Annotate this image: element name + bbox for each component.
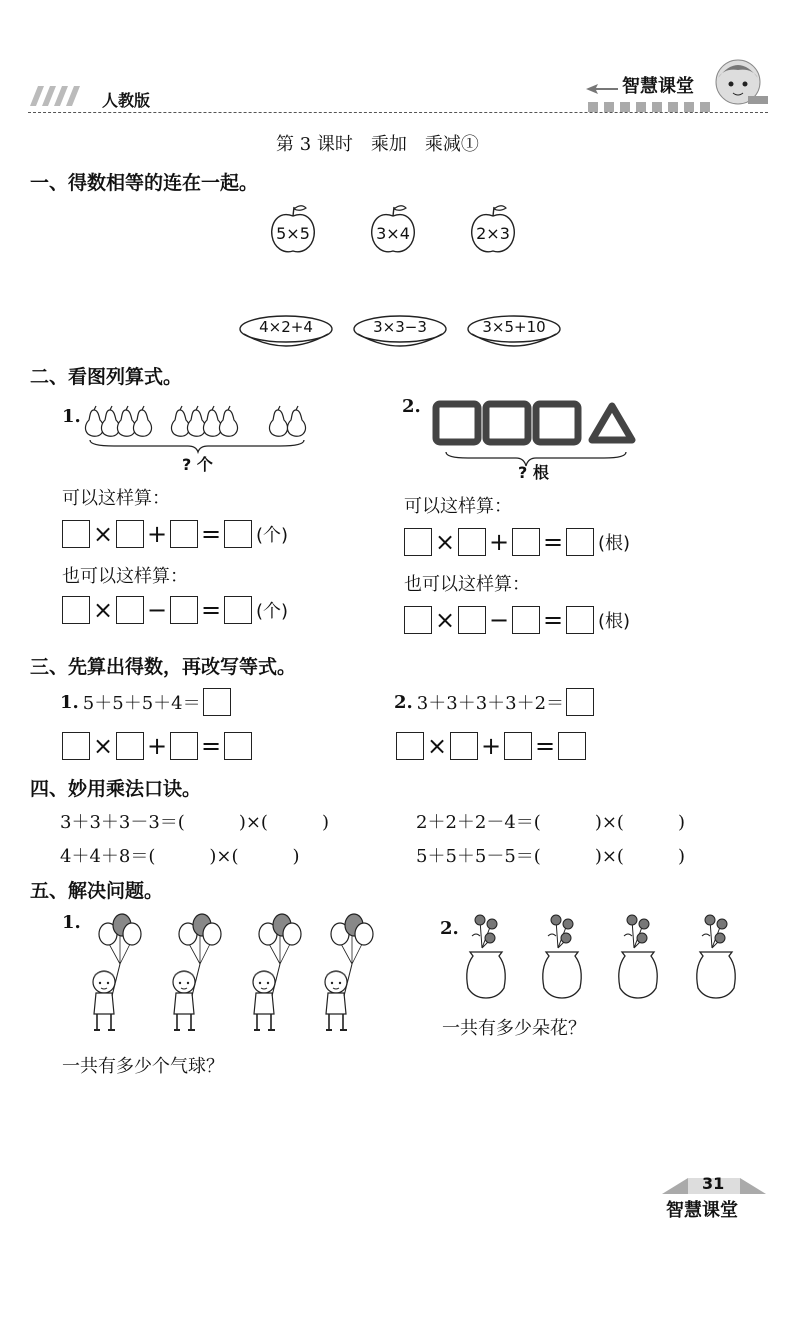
- answer-box[interactable]: [566, 528, 594, 556]
- unit-label: (根): [598, 533, 631, 554]
- section-1-title: 一、得数相等的连在一起。: [30, 172, 259, 194]
- s3-q2-expression-row: [394, 688, 594, 716]
- plate-card: [352, 312, 448, 352]
- answer-box[interactable]: [450, 732, 478, 760]
- equals-sign: =: [200, 520, 222, 548]
- lesson-title: 第 3 课时 乘加 乘减①: [276, 134, 479, 155]
- plus-sign: +: [146, 732, 168, 760]
- equals-sign: =: [200, 732, 222, 760]
- s2-p1-equation-1: [62, 520, 288, 548]
- answer-box[interactable]: [566, 606, 594, 634]
- answer-box[interactable]: [170, 596, 198, 624]
- answer-box[interactable]: [170, 732, 198, 760]
- s2-p2-way1-label: 可以这样算：: [404, 496, 512, 517]
- apple-card: [268, 204, 318, 256]
- times-sign: ×: [426, 732, 448, 760]
- answer-box[interactable]: [170, 520, 198, 548]
- s3-q2-number: 2.: [394, 691, 413, 713]
- s3-q2-rewrite: [396, 732, 586, 760]
- apple-group: [268, 204, 548, 256]
- answer-box[interactable]: [404, 528, 432, 556]
- plate-label: 3×3−3: [373, 318, 427, 336]
- times-sign: ×: [92, 732, 114, 760]
- answer-box[interactable]: [396, 732, 424, 760]
- s4-item[interactable]: 2＋2＋2－4＝( )×( ): [416, 812, 685, 833]
- answer-box[interactable]: [224, 732, 252, 760]
- flower-vases-illustration: [462, 908, 752, 1004]
- answer-box[interactable]: [224, 596, 252, 624]
- s5-p2-question: 一共有多少朵花？: [442, 1018, 586, 1039]
- answer-box[interactable]: [62, 732, 90, 760]
- plate-card: [466, 312, 562, 352]
- s2-p1-equation-2: [62, 596, 288, 624]
- plate-card: [238, 312, 334, 352]
- answer-box[interactable]: [404, 606, 432, 634]
- header-divider: [28, 112, 768, 113]
- plus-sign: +: [488, 528, 510, 556]
- header-edition: 人教版: [102, 91, 151, 110]
- answer-box[interactable]: [504, 732, 532, 760]
- s5-p2-number: 2.: [440, 918, 459, 939]
- answer-box[interactable]: [224, 520, 252, 548]
- s2-p1-number: 1.: [62, 406, 81, 427]
- plate-label: 4×2+4: [259, 318, 313, 336]
- apple-label: 2×3: [476, 224, 510, 243]
- answer-box[interactable]: [116, 596, 144, 624]
- s2-p1-caption: ? 个: [182, 455, 213, 474]
- answer-box[interactable]: [62, 596, 90, 624]
- equals-sign: =: [534, 732, 556, 760]
- answer-box[interactable]: [203, 688, 231, 716]
- footer-page-number: 31: [702, 1174, 725, 1193]
- s2-p2-equation-1: [404, 528, 630, 556]
- apple-label: 5×5: [276, 224, 310, 243]
- s3-q1-rewrite: [62, 732, 252, 760]
- equals-sign: =: [542, 606, 564, 634]
- s2-p2-way2-label: 也可以这样算：: [404, 574, 530, 595]
- answer-box[interactable]: [512, 528, 540, 556]
- plus-sign: +: [480, 732, 502, 760]
- section-3-title: 三、先算出得数，再改写等式。: [30, 656, 297, 678]
- unit-label: (个): [256, 525, 289, 546]
- times-sign: ×: [92, 596, 114, 624]
- s2-p2-number: 2.: [402, 396, 421, 417]
- section-2-title: 二、看图列算式。: [30, 366, 183, 388]
- equals-sign: =: [200, 596, 222, 624]
- plus-sign: +: [146, 520, 168, 548]
- stripes-icon: [28, 86, 88, 108]
- unit-label: (根): [598, 611, 631, 632]
- section-5-title: 五、解决问题。: [30, 880, 164, 902]
- answer-box[interactable]: [512, 606, 540, 634]
- s4-item[interactable]: 4＋4＋8＝( )×( ): [60, 846, 300, 867]
- unit-label: (个): [256, 601, 289, 622]
- apple-label: 3×4: [376, 224, 410, 243]
- header-stripes-logo: [28, 86, 88, 112]
- s4-item[interactable]: 3＋3＋3－3＝( )×( ): [60, 812, 329, 833]
- pears-illustration: [84, 402, 314, 458]
- s2-p2-caption: ? 根: [518, 463, 549, 482]
- s3-q2-expression: 3＋3＋3＋3＋2＝: [416, 693, 565, 714]
- answer-box[interactable]: [458, 606, 486, 634]
- s5-p1-number: 1.: [62, 912, 81, 933]
- answer-box[interactable]: [458, 528, 486, 556]
- answer-box[interactable]: [558, 732, 586, 760]
- header-squares: [588, 98, 718, 117]
- times-sign: ×: [434, 528, 456, 556]
- s3-q1-number: 1.: [60, 691, 79, 713]
- plate-group: [238, 312, 568, 352]
- section-4-title: 四、妙用乘法口诀。: [30, 778, 202, 800]
- s4-item[interactable]: 5＋5＋5－5＝( )×( ): [416, 846, 685, 867]
- answer-box[interactable]: [116, 520, 144, 548]
- footer-brand: 智慧课堂: [666, 1200, 738, 1221]
- s3-q1-expression: 5＋5＋5＋4＝: [82, 693, 201, 714]
- s5-p1-question: 一共有多少个气球？: [62, 1056, 224, 1077]
- balloon-kids-illustration: [84, 912, 374, 1042]
- times-sign: ×: [92, 520, 114, 548]
- minus-sign: −: [146, 596, 168, 624]
- apple-card: [368, 204, 418, 256]
- times-sign: ×: [434, 606, 456, 634]
- s3-q1-expression-row: [60, 688, 231, 716]
- equals-sign: =: [542, 528, 564, 556]
- answer-box[interactable]: [62, 520, 90, 548]
- s2-p2-equation-2: [404, 606, 630, 634]
- header-brand-arrow-icon: [584, 80, 620, 99]
- minus-sign: −: [488, 606, 510, 634]
- apple-card: [468, 204, 518, 256]
- mascot-girl-icon: [706, 58, 770, 114]
- header-brand: 智慧课堂: [622, 76, 694, 97]
- s2-p1-way2-label: 也可以这样算：: [62, 566, 188, 587]
- plate-label: 3×5+10: [482, 318, 546, 336]
- s2-p1-way1-label: 可以这样算：: [62, 488, 170, 509]
- answer-box[interactable]: [116, 732, 144, 760]
- answer-box[interactable]: [566, 688, 594, 716]
